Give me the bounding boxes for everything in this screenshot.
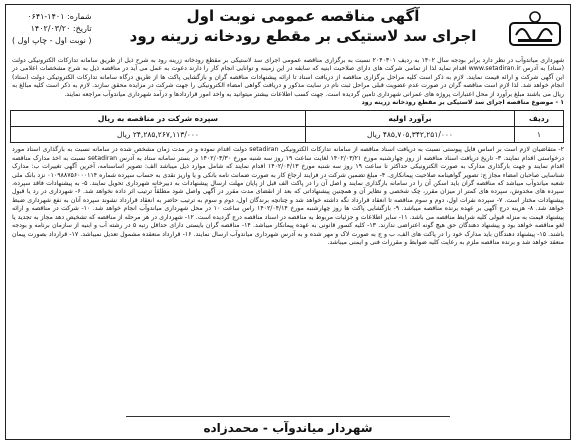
- table-header-cell: ردیف: [515, 111, 564, 127]
- conditions-paragraph: ۲- متقاضیان لازم است بر اساس فایل پیوستی نسبت به دریافت اسناد مناقصه از سامانه تدارکات الکترونیکی setadiran دولت اقدام نموده و در مدت زمان مشخص شده در سامانه نسبت به بارگذاری اسناد مورد درخواستی اقدام نمایند. ۳- تاریخ دریافت اسناد مناقصه از روز چهارشنبه مورخ ۱۴۰۲/۰۳/۲۱ لغایت ساعت ۱۹ روز سه شنبه مورخ ۱۴۰۲/۰۳/۳۰ در بستر سامانه ستاد به آدرس setadiran نسبت به اخذ مدارک مناقصه اقدام نمایند و جهت بارگذاری مدارک به صورت الکترونیکی حداکثر تا ساعت ۱۹ روز سه شنبه مورخ ۱۴۰۲/۰۴/۱۳ اقدام نمایند که شامل موارد ذیل میباشد الف: تصویر اساسنامه، آخرین آگهی تغییرات ب: مدارک شناسایی صاحبان امضاء مجاز ج: تصویر گواهینامه صلاحیت پیمانکاری. ۴- مبلغ تضمین شرکت در فرایند ارجاع کار به صورت ضمانت نامه بانکی و یا واریز نقدی به حساب سپرده شماره ۰۱۰۹۸۸۷۵۶۰۰۰۱۱۴ نزد بانک ملی شعبه میاندوآب میباشد که مناقصه گران باید اسکن آن را در سامانه بارگذاری نمایند و اصل آن را در پاکت الف قبل از پایان مهلت ارسال پیشنهادات به دبیرخانه شهرداری تحویل نمایند. ۵- به پیشنهادات فاقد سپرده، سپرده های مخدوش، سپرده های کمتر از میزان مقرر، چک شخصی و نظایر آن و همچنین پیشنهاداتی که بعد از انقضای مدت مقرر در آگهی واصل شود مطلقاً ترتیب اثر داده نخواهد شد. ۶- شهرداری در رد یا قبول پیشنهادات مختار است. ۷- سپرده نفرات اول، دوم و سوم مناقصه تا انعقاد قرارداد نگه داشته خواهد شد و چنانچه برندگان اول، دوم و سوم به ترتیب حاضر به انعقاد قرارداد نشوند سپرده آنان به نفع شهرداری ضبط خواهد شد. ۸- هزینه درج آگهی بر عهده برنده مناقصه میباشد. ۹- بازگشایی پاکت ها روز چهارشنبه مورخ ۱۴۰۲/۰۴/۱۴ راس ساعت ۱۰ در محل شهرداری میاندوآب انجام خواهد شد. ۱۰- شرکت در مناقصه و ارائه پیشنهاد قیمت به منزله قبولی کلیه شرایط مناقصه می باشد. ۱۱- سایر اطلاعات و جزئیات مربوط به مناقصه در اسناد مناقصه درج گردیده است. ۱۲- شهرداری در هر مرحله از مناقصه که تشخیص دهد مجاز به تجدید یا لغو مناقصه خواهد بود و پیشنهاد دهندگان حق هیچ گونه اعتراضی ندارند. ۱۳- کلیه کسور قانونی به عهده پیمانکار میباشد. ۱۴- مناقصه گران بایستی دارای حداقل رتبه ۵ در رشته آب و ابنیه از سازمان برنامه و بودجه باشند. ۱۵- پیشنهاد دهندگان باید مدارک خود را در پاکت های الف، ب و ج به صورت لاک و مهر شده و به آدرس شهرداری میاندوآب ارسال نمایند. ۱۶- قرارداد منعقده مشمول تعدیل نمیباشد. ۱۷- قرارداد بصورت پیمان منعقد خواهد شد و برنده مناقصه ملزم به رعایت کلیه ضوابط و مقررات فنی و ایمنی میباشد.: [12, 146, 565, 246]
- notice-number: شماره: ۱۴۰۱-۰۶۴۱: [27, 12, 92, 21]
- table-header-row: [11, 111, 564, 127]
- table-cell: ۲۴,۲۸۵,۲۶۷,۱۱۳/۰۰۰ ریال: [11, 127, 306, 143]
- subject-line: ۱ - موضوع مناقصه اجرای سد لاستیکی بر مقطع رودخانه زرینه رود: [361, 99, 564, 107]
- table-header-cell: برآورد اولیه: [306, 111, 515, 127]
- table-header-cell: سپرده شرکت در مناقصه به ریال: [11, 111, 306, 127]
- notice-title: آگهی مناقصه عمومی نوبت اول: [186, 7, 420, 25]
- table-cell: ۴۸۵,۷۰۵,۳۴۲,۲۵۱/۰۰۰ ریال: [306, 127, 515, 143]
- footer-divider: [126, 416, 450, 417]
- title-block: [116, 7, 490, 46]
- table-row: [11, 127, 564, 143]
- notice-date: تاریخ: ۱۴۰۲/۰۳/۲۰: [30, 24, 92, 33]
- signature: شهردار میاندوآب - محمدزاده: [203, 421, 373, 435]
- intro-paragraph: شهرداری میاندوآب در نظر دارد برابر بودجه سال ۱۴۰۲ به ردیف ۲۰۴۰۳۰۱ نسبت به برگزاری مناقصه عمومی اجرای سد لاستیکی بر مقطع رودخانه زرینه رود به شرح ذیل از طریق سامانه تدارکات الکترونیکی دولت (ستاد) به آدرس www.setadiran.ir اقدام نماید لذا از تمامی شرکت های دارای صلاحیت ابنیه که سابقه در این زمینه و توانایی انجام کار را دارند دعوت به عمل می آید در مناقصه ذیل به شرح مشخصات اعلامی در این آگهی شرکت و ارائه قیمت نمایند. لازم به ذکر است کلیه مراحل برگزاری مناقصه از دریافت اسناد تا ارائه پیشنهادات مناقصه گران و بازگشایی پاکت ها از طریق درگاه سامانه تدارکات الکترونیکی دولت (ستاد) انجام خواهد شد. لذا لازم است مناقصه گران در صورت عدم عضویت قبلی مراحل ثبت نام در سایت مذکور و دریافت گواهی امضاء الکترونیکی را جهت شرکت در مزایده محقق سازند. لازم به ذکر است کلیه مبالغ به ریال می باشند مبلغ برآورد از محل اعتبارات پروژه های عمرانی شهرداری تامین گردیده است. جهت کسب اطلاعات بیشتر میتوانید به واحد امور قراردادها و درآمد شهرداری میاندوآب مراجعه نمایند.: [12, 57, 565, 98]
- notice-header: [6, 5, 570, 57]
- notice-meta: [12, 11, 92, 47]
- municipality-logo: [508, 9, 562, 49]
- tender-notice: [5, 4, 571, 440]
- notice-subtitle: اجرای سد لاستیکی بر مقطع رودخانه زرینه رود: [129, 27, 477, 45]
- notice-edition: ( نوبت اول - چاپ اول ): [12, 36, 92, 45]
- tender-table: [10, 110, 564, 143]
- table-cell: ۱: [515, 127, 564, 143]
